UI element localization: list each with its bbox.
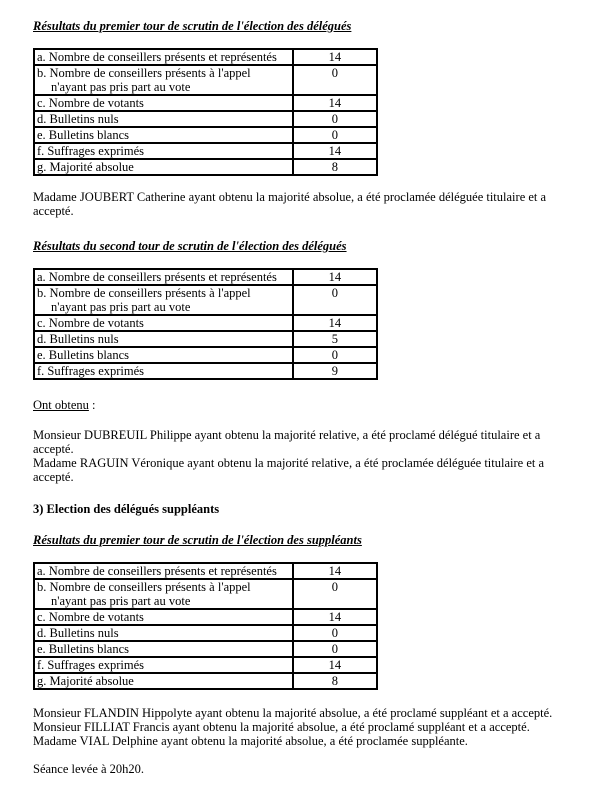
section3-result-line-3: Madame VIAL Delphine ayant obtenu la majorité absolue, a été proclamée suppléante.: [33, 734, 468, 748]
row-label: e. Bulletins blancs: [37, 642, 129, 656]
section3-heading: Résultats du premier tour de scrutin de l'élection des suppléants: [33, 533, 362, 547]
table-row: [34, 625, 377, 641]
row-value: 8: [293, 159, 377, 175]
row-label-cell: [34, 579, 293, 609]
row-label-cell: [34, 315, 293, 331]
row-label-cell: [34, 347, 293, 363]
section2-results: [33, 428, 583, 484]
row-label: f. Suffrages exprimés: [37, 364, 145, 378]
section2-results-table: [33, 268, 378, 380]
row-value: 14: [293, 657, 377, 673]
row-label-continuation: n'ayant pas pris part au vote: [51, 594, 191, 608]
row-value: 0: [293, 347, 377, 363]
section1-heading: Résultats du premier tour de scrutin de l'élection des délégués: [33, 19, 352, 33]
row-label: f. Suffrages exprimés: [37, 144, 145, 158]
row-value: 14: [293, 95, 377, 111]
row-label: f. Suffrages exprimés: [37, 658, 145, 672]
table-row: [34, 609, 377, 625]
row-label: g. Majorité absolue: [37, 674, 134, 688]
row-label: e. Bulletins blancs: [37, 128, 129, 142]
table-row: [34, 315, 377, 331]
row-label-cell: [34, 143, 293, 159]
row-label: b. Nombre de conseillers présents à l'appel: [37, 580, 251, 594]
row-value: 0: [293, 65, 377, 95]
row-label-cell: [34, 49, 293, 65]
table-row: [34, 657, 377, 673]
row-value: 14: [293, 609, 377, 625]
section3-results: [33, 706, 583, 748]
table-row: [34, 95, 377, 111]
row-label: a. Nombre de conseillers présents et représentés: [37, 50, 277, 64]
row-label-cell: [34, 609, 293, 625]
row-label: e. Bulletins blancs: [37, 348, 129, 362]
row-label-cell: [34, 127, 293, 143]
row-label-cell: [34, 269, 293, 285]
table-row: [34, 363, 377, 379]
table-row: [34, 143, 377, 159]
obtained-suffix: :: [88, 398, 96, 412]
obtained-label: Ont obtenu: [33, 398, 89, 412]
row-label-cell: [34, 641, 293, 657]
section1-results-table: [33, 48, 378, 176]
row-label-continuation: n'ayant pas pris part au vote: [51, 80, 191, 94]
table-row: [34, 347, 377, 363]
row-label: b. Nombre de conseillers présents à l'appel: [37, 66, 251, 80]
section3-result-line-2: Monsieur FILLIAT Francis ayant obtenu la majorité absolue, a été proclamé suppléant et a accepté.: [33, 720, 530, 734]
row-label: d. Bulletins nuls: [37, 626, 119, 640]
row-label-cell: [34, 285, 293, 315]
row-label: c. Nombre de votants: [37, 610, 144, 624]
section3-result-line-1: Monsieur FLANDIN Hippolyte ayant obtenu la majorité absolue, a été proclamé suppléant et a accepté.: [33, 706, 553, 720]
row-value: 14: [293, 269, 377, 285]
table-row: [34, 673, 377, 689]
row-label-cell: [34, 363, 293, 379]
row-label-cell: [34, 65, 293, 95]
section2-result-line-1: Monsieur DUBREUIL Philippe ayant obtenu la majorité relative, a été proclamé délégué titulaire et a accepté.: [33, 428, 541, 456]
table-row: [34, 579, 377, 609]
obtained-label-line: [33, 398, 583, 412]
row-value: 14: [293, 49, 377, 65]
row-label: a. Nombre de conseillers présents et représentés: [37, 270, 277, 284]
row-label-continuation: n'ayant pas pris part au vote: [51, 300, 191, 314]
section3-table-body: [34, 563, 377, 689]
table-row: [34, 641, 377, 657]
row-label-cell: [34, 159, 293, 175]
row-label: c. Nombre de votants: [37, 316, 144, 330]
row-value: 8: [293, 673, 377, 689]
row-label-cell: [34, 563, 293, 579]
section2-table-body: [34, 269, 377, 379]
row-value: 0: [293, 641, 377, 657]
row-label: a. Nombre de conseillers présents et représentés: [37, 564, 277, 578]
row-value: 5: [293, 331, 377, 347]
table-row: [34, 331, 377, 347]
section2-result-line-2: Madame RAGUIN Véronique ayant obtenu la majorité relative, a été proclamée déléguée titulaire et a accepté.: [33, 456, 545, 484]
row-label: g. Majorité absolue: [37, 160, 134, 174]
table-row: [34, 159, 377, 175]
section1-result-text: Madame JOUBERT Catherine ayant obtenu la majorité absolue, a été proclamée déléguée titulaire et a accepté.: [33, 190, 547, 218]
closing-text: Séance levée à 20h20.: [33, 762, 145, 776]
row-value: 0: [293, 625, 377, 641]
document-page: [33, 18, 583, 776]
row-value: 14: [293, 143, 377, 159]
row-label: d. Bulletins nuls: [37, 112, 119, 126]
section1-table-body: [34, 49, 377, 175]
table-row: [34, 49, 377, 65]
row-value: 9: [293, 363, 377, 379]
section3-title: 3) Election des délégués suppléants: [33, 502, 220, 516]
row-label: c. Nombre de votants: [37, 96, 144, 110]
section2-heading: Résultats du second tour de scrutin de l'élection des délégués: [33, 239, 347, 253]
section3-results-table: [33, 562, 378, 690]
row-value: 14: [293, 315, 377, 331]
table-row: [34, 285, 377, 315]
row-label: d. Bulletins nuls: [37, 332, 119, 346]
table-row: [34, 563, 377, 579]
row-label-cell: [34, 95, 293, 111]
row-label-cell: [34, 657, 293, 673]
table-row: [34, 269, 377, 285]
row-label-cell: [34, 625, 293, 641]
row-value: 0: [293, 579, 377, 609]
row-value: 0: [293, 111, 377, 127]
table-row: [34, 127, 377, 143]
row-label-cell: [34, 673, 293, 689]
row-value: 14: [293, 563, 377, 579]
row-label: b. Nombre de conseillers présents à l'appel: [37, 286, 251, 300]
row-value: 0: [293, 127, 377, 143]
row-label-cell: [34, 331, 293, 347]
row-value: 0: [293, 285, 377, 315]
table-row: [34, 65, 377, 95]
table-row: [34, 111, 377, 127]
row-label-cell: [34, 111, 293, 127]
